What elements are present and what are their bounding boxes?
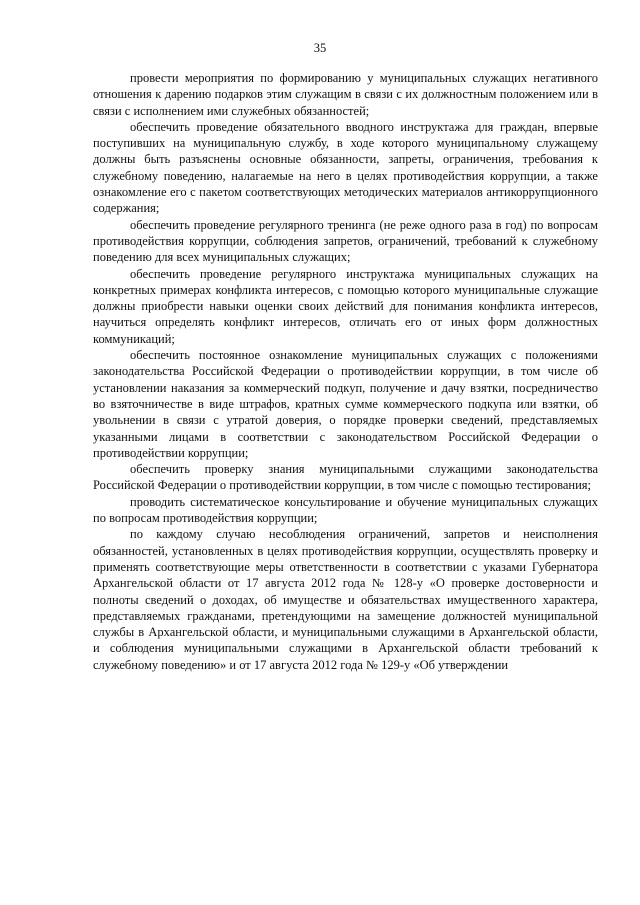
paragraph: по каждому случаю несоблюдения ограничений, запретов и неисполнения обязанностей, установленных в целях противодействия коррупции, осуществлять проверку и применять соответствующие меры ответственности в соответствии с указами Губернатора Архангельской области от 17 августа 2012 года № 128-у «О проверке достоверности и полноты сведений о доходах, об имуществе и обязательствах имущественного характера, представляемых гражданами, претендующими на замещение должностей муниципальной службы в Архангельской области, и муниципальными служащими в Архангельской области, и соблюдения муниципальными служащими в Архангельской области требований к служебному поведению» и от 17 августа 2012 года № 129-у «Об утверждении: [93, 527, 598, 672]
paragraph: провести мероприятия по формированию у муниципальных служащих негативного отношения к дарению подарков этим служащим в связи с их должностным положением или в связи с исполнением ими служебных обязанностей;: [93, 71, 598, 118]
paragraph: обеспечить проведение обязательного вводного инструктажа для граждан, впервые поступивших на муниципальную службу, в ходе которого муниципальному служащему должны быть разъяснены основные обязанности, запреты, ограничения, требования к служебному поведению, налагаемые на него в целях противодействия коррупции, а также ознакомление его с пакетом соответствующих методических материалов антикоррупционного содержания;: [93, 119, 598, 216]
paragraph: обеспечить постоянное ознакомление муниципальных служащих с положениями законодательства Российской Федерации о противодействии коррупции, в том числе об установлении наказания за коммерческий подкуп, получение и дачу взятки, посредничество во взяточничестве в виде штрафов, кратных сумме коммерческого подкупа или взятки, об увольнении в связи с утратой доверия, о порядке проверки сведений, представляемых указанными лицами в соответствии с законодательством Российской Федерации о противодействии коррупции;: [93, 348, 598, 460]
body-text: [93, 70, 598, 673]
paragraph: обеспечить проведение регулярного инструктажа муниципальных служащих на конкретных примерах конфликта интересов, с помощью которого муниципальные служащие должны приобрести навыки оценки своих действий для понимания конфликта интересов, научиться определять конфликт интересов, отличать его от иных форм должностных коммуникаций;: [93, 266, 598, 346]
paragraph: обеспечить проведение регулярного тренинга (не реже одного раза в год) по вопросам противодействия коррупции, соблюдения запретов, ограничений, требований к служебному поведению для всех муниципальных служащих;: [93, 217, 598, 265]
paragraph: проводить систематическое консультирование и обучение муниципальных служащих по вопросам противодействия коррупции;: [93, 494, 598, 526]
paragraph: обеспечить проверку знания муниципальными служащими законодательства Российской Федерации о противодействии коррупции, в том числе с помощью тестирования;: [93, 462, 598, 493]
page-number: 35: [313, 41, 327, 55]
